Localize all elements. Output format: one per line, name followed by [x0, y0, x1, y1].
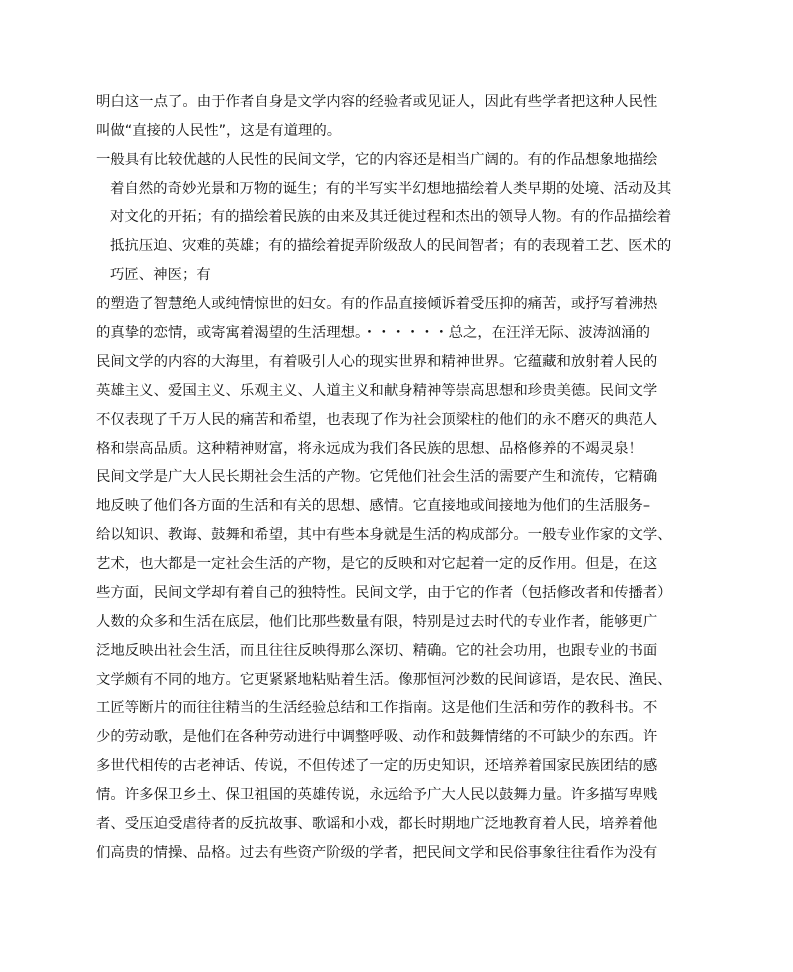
text-line: 给以知识、教诲、鼓舞和希望，其中有些本身就是生活的构成部分。一般专业作家的文学、: [96, 527, 672, 543]
text-line: 着自然的奇妙光景和万物的诞生；有的半写实半幻想地描绘着人类早期的处境、活动及其: [110, 181, 672, 197]
text-line: 艺术，也大都是一定社会生活的产物，是它的反映和对它起着一定的反作用。但是，在这: [96, 556, 658, 572]
text-line: 英雄主义、爱国主义、乐观主义、人道主义和献身精神等崇高思想和珍贵美德。民间文学: [96, 383, 658, 399]
text-line: 些方面，民间文学却有着自己的独特性。民间文学，由于它的作者（包括修改者和传播者）: [96, 585, 672, 601]
text-line: 不仅表现了千万人民的痛苦和希望，也表现了作为社会顶梁柱的他们的永不磨灭的典范人: [96, 412, 658, 428]
text-line: 少的劳动歌，是他们在各种劳动进行中调整呼吸、动作和鼓舞情绪的不可缺少的东西。许: [96, 729, 658, 745]
text-line: 人数的众多和生活在底层，他们比那些数量有限，特别是过去时代的专业作者，能够更广: [96, 614, 658, 630]
text-line: 泛地反映出社会生活，而且往往反映得那么深切、精确。它的社会功用，也跟专业的书面: [96, 643, 658, 659]
text-line: 工匠等断片的而往往精当的生活经验总结和工作指南。这是他们生活和劳作的教科书。不: [96, 700, 658, 716]
text-line: 格和崇高品质。这种精神财富，将永远成为我们各民族的思想、品格修养的不竭灵泉！: [96, 441, 643, 457]
text-line: 情。许多保卫乡土、保卫祖国的英雄传说，永远给予广大人民以鼓舞力量。许多描写卑贱: [96, 787, 658, 803]
text-line: 明白这一点了。由于作者自身是文学内容的经验者或见证人，因此有些学者把这种人民性: [96, 94, 658, 110]
text-line: 多世代相传的古老神话、传说，不但传述了一定的历史知识，还培养着国家民族团结的感: [96, 758, 658, 774]
text-line: 民间文学的内容的大海里，有着吸引人心的现实世界和精神世界。它蕴藏和放射着人民的: [96, 354, 658, 370]
text-line: 们高贵的情操、品格。过去有些资产阶级的学者，把民间文学和民俗事象往往看作为没有: [96, 845, 658, 861]
text-line: 的塑造了智慧绝人或纯情惊世的妇女。有的作品直接倾诉着受压抑的痛苦，或抒写着沸热: [96, 296, 658, 312]
text-line: 巧匠、神医；有: [110, 267, 211, 283]
text-line: 叫做“直接的人民性”，这是有道理的。: [96, 123, 342, 139]
text-line: 的真挚的恋情，或寄寓着渴望的生活理想。・・・・・・总之，在汪洋无际、波涛汹涌的: [96, 325, 651, 341]
text-line: 对文化的开拓；有的描绘着民族的由来及其迁徙过程和杰出的领导人物。有的作品描绘着: [110, 209, 672, 225]
text-line: 者、受压迫受虐待者的反抗故事、歌谣和小戏，都长时期地广泛地教育着人民，培养着他: [96, 816, 658, 832]
text-line: 地反映了他们各方面的生活和有关的思想、感情。它直接地或间接地为他们的生活服务–: [96, 498, 651, 514]
text-line: 民间文学是广大人民长期社会生活的产物。它凭他们社会生活的需要产生和流传，它精确: [96, 469, 658, 485]
text-line: 一般具有比较优越的人民性的民间文学，它的内容还是相当广阔的。有的作品想象地描绘: [96, 152, 658, 168]
text-line: 文学颇有不同的地方。它更紧紧地粘贴着生活。像那恒河沙数的民间谚语，是农民、渔民、: [96, 672, 672, 688]
text-line: 抵抗压迫、灾难的英雄；有的描绘着捉弄阶级敌人的民间智者；有的表现着工艺、医术的: [110, 238, 672, 254]
